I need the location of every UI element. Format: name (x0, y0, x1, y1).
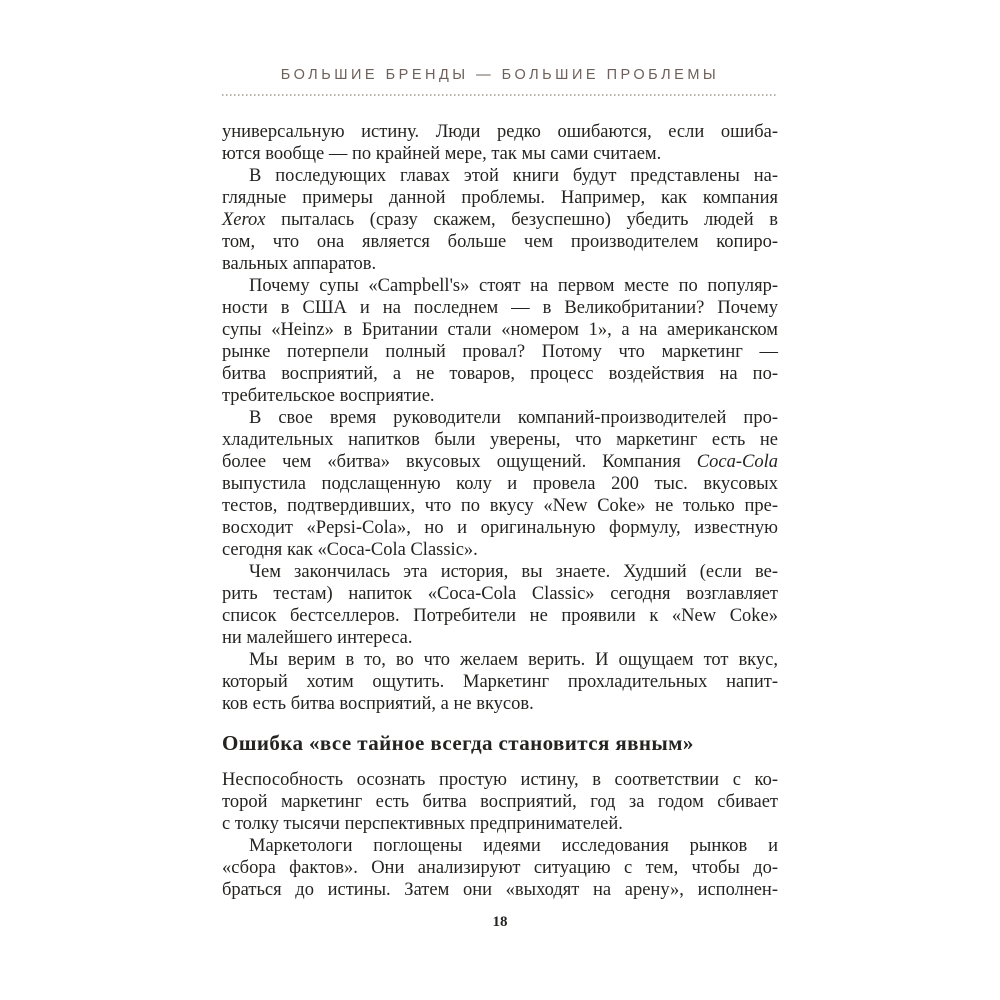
text-line: браться до истины. Затем они «выходят на арену», исполнен- (222, 880, 778, 900)
text-line: более чем «битва» вкусовых ощущений. Компания Coca-Cola (222, 452, 778, 472)
text-line: рить тестам) напиток «Coca-Cola Classic» сегодня возглавляет (222, 584, 778, 604)
text-line: список бестселлеров. Потребители не проявили к «New Coke» (222, 606, 778, 626)
paragraph (222, 769, 778, 835)
text-line: рынке потерпели полный провал? Потому что маркетинг — (222, 342, 778, 362)
text-line: ются вообще — по крайней мере, так мы сами считаем. (222, 144, 662, 164)
text-line: Неспособность осознать простую истину, в соответствии с ко- (222, 770, 778, 790)
text-line: Xerox пыталась (сразу скажем, безуспешно) убедить людей в (222, 210, 778, 230)
text-line: универсальную истину. Люди редко ошибаются, если ошиба- (222, 122, 778, 142)
paragraph (222, 835, 778, 901)
text-line: Чем закончилась эта история, вы знаете. Худший (если ве- (249, 562, 778, 582)
text-line: выпустила подслащенную колу и провела 200 тыс. вкусовых (222, 474, 778, 494)
text-line: торой маркетинг есть битва восприятий, год за годом сбивает (222, 792, 778, 812)
text-line: вальных аппаратов. (222, 254, 377, 274)
text-line: восходит «Pepsi-Cola», но и оригинальную формулу, известную (222, 518, 778, 538)
text-line: хладительных напитков были уверены, что маркетинг есть не (222, 430, 778, 450)
text-line: ности в США и на последнем — в Великобритании? Почему (222, 298, 778, 318)
header-dotted-rule (222, 94, 778, 96)
text-line: Маркетологи поглощены идеями исследования рынков и (249, 836, 778, 856)
text-line: Мы верим в то, во что желаем верить. И ощущаем тот вкус, (249, 650, 778, 670)
text-line: «сбора фактов». Они анализируют ситуацию с тем, чтобы до- (222, 858, 778, 878)
text-line: супы «Heinz» в Британии стали «номером 1», а на американском (222, 320, 778, 340)
paragraph (222, 649, 778, 715)
paragraph (222, 275, 778, 407)
text-line: тестов, подтвердивших, что по вкусу «New Coke» не только пре- (222, 496, 778, 516)
paragraph (222, 407, 778, 561)
paragraph (222, 561, 778, 649)
text-line: том, что она является больше чем производителем копиро- (222, 232, 778, 252)
paragraph (222, 121, 778, 165)
page-number: 18 (492, 914, 508, 930)
text-line: В свое время руководители компаний-производителей про- (249, 408, 778, 428)
text-line: В последующих главах этой книги будут представлены на- (249, 166, 778, 186)
running-header: БОЛЬШИЕ БРЕНДЫ — БОЛЬШИЕ ПРОБЛЕМЫ (280, 67, 720, 83)
text-line: битва восприятий, а не товаров, процесс воздействия на по- (222, 364, 778, 384)
text-line: требительское восприятие. (222, 386, 435, 406)
section-heading: Ошибка «все тайное всегда становится явным» (222, 731, 694, 755)
text-line: глядные примеры данной проблемы. Например, как компания (222, 188, 778, 208)
paragraph (222, 165, 778, 275)
text-line: ков есть битва восприятий, а не вкусов. (222, 694, 534, 714)
text-line: Почему супы «Campbell's» стоят на первом месте по популяр- (249, 276, 778, 296)
text-column (222, 121, 778, 901)
text-line: сегодня как «Coca-Cola Classic». (222, 540, 478, 560)
text-line: который хотим ощутить. Маркетинг прохладительных напит- (222, 672, 778, 692)
text-line: с толку тысячи перспективных предпринимателей. (222, 814, 623, 834)
text-line: ни малейшего интереса. (222, 628, 413, 648)
